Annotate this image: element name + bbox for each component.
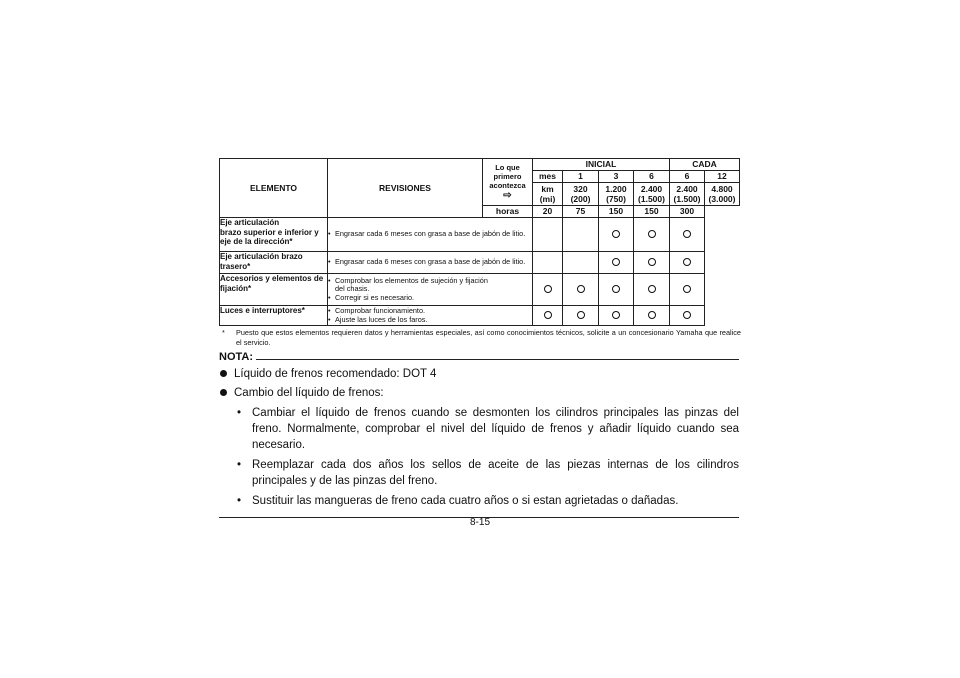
nota-heading xyxy=(219,351,739,363)
checks-list xyxy=(328,307,532,324)
service-circle-icon xyxy=(612,258,620,266)
page-number: 8-15 xyxy=(469,517,490,528)
interval-cell xyxy=(670,274,705,306)
interval-cell xyxy=(563,306,599,326)
service-circle-icon xyxy=(648,285,656,293)
header-every: CADA xyxy=(670,159,740,171)
interval-cell xyxy=(599,218,634,252)
table-row xyxy=(220,218,740,252)
check-item: • Engrasar cada 6 meses con grasa a base de jabón de litio. xyxy=(328,230,532,239)
interval-cell xyxy=(634,274,670,306)
checks-list xyxy=(328,230,532,239)
service-circle-icon xyxy=(544,311,552,319)
maintenance-table xyxy=(219,158,740,326)
interval-cell xyxy=(599,252,634,274)
interval-cell xyxy=(563,252,599,274)
service-circle-icon xyxy=(683,258,691,266)
unit-hours: horas xyxy=(483,206,533,218)
table-row xyxy=(220,306,740,326)
footnote-text: Puesto que estos elementos requieren datos y herramientas especiales, así como conocimientos técnicos, solicite a un concesionario Yamaha que realice el servicio. xyxy=(236,328,741,347)
row-item: Eje articulación brazo trasero* xyxy=(220,252,328,274)
interval-km-1: 1.200 (750) xyxy=(599,183,634,206)
nota-sublist xyxy=(234,405,739,509)
service-circle-icon xyxy=(648,258,656,266)
interval-hours-4: 300 xyxy=(670,206,705,218)
interval-cell xyxy=(563,218,599,252)
check-item: • Ajuste las luces de los faros. xyxy=(328,316,532,325)
nota-rule xyxy=(256,359,739,360)
service-circle-icon xyxy=(683,285,691,293)
footnote-marker: * xyxy=(222,328,225,337)
header-checks: REVISIONES xyxy=(328,159,483,218)
interval-cell xyxy=(599,306,634,326)
checks-list xyxy=(328,258,532,267)
row-checks xyxy=(328,218,533,252)
check-item: • Engrasar cada 6 meses con grasa a base de jabón de litio. xyxy=(328,258,532,267)
interval-km-0: 320 (200) xyxy=(563,183,599,206)
header-initial: INICIAL xyxy=(533,159,670,171)
check-item: • Comprobar funcionamiento. xyxy=(328,307,532,316)
service-circle-icon xyxy=(577,285,585,293)
interval-hours-1: 75 xyxy=(563,206,599,218)
nota-item-text: Cambio del líquido de frenos: xyxy=(234,387,384,399)
nota-subitem: • Reemplazar cada dos años los sellos de aceite de las piezas internas de los cilindros principales y de las pinzas del freno. xyxy=(234,457,739,489)
row-checks xyxy=(328,306,533,326)
service-circle-icon xyxy=(612,311,620,319)
interval-cell xyxy=(533,252,563,274)
nota-item xyxy=(219,385,739,509)
interval-cell xyxy=(533,306,563,326)
interval-hours-3: 150 xyxy=(634,206,670,218)
check-item: • Corregir si es necesario. xyxy=(328,294,532,303)
check-item: • Comprobar los elementos de sujeción y fijación del chasis. xyxy=(328,277,532,294)
header-item: ELEMENTO xyxy=(220,159,328,218)
interval-cell xyxy=(670,306,705,326)
row-item: Accesorios y elementos de fijación* xyxy=(220,274,328,306)
interval-cell xyxy=(670,252,705,274)
service-circle-icon xyxy=(648,230,656,238)
nota-list xyxy=(219,366,739,509)
unit-km: km (mi) xyxy=(533,183,563,206)
interval-cell xyxy=(563,274,599,306)
interval-month-2: 6 xyxy=(634,171,670,183)
interval-cell xyxy=(670,218,705,252)
service-circle-icon xyxy=(683,311,691,319)
interval-month-3: 6 xyxy=(670,171,705,183)
service-circle-icon xyxy=(683,230,691,238)
interval-cell xyxy=(634,218,670,252)
interval-month-0: 1 xyxy=(563,171,599,183)
table-row xyxy=(220,252,740,274)
interval-cell xyxy=(533,274,563,306)
nota-item-text: Líquido de frenos recomendado: DOT 4 xyxy=(234,368,437,380)
interval-month-1: 3 xyxy=(599,171,634,183)
service-circle-icon xyxy=(577,311,585,319)
checks-list xyxy=(328,277,532,303)
nota-subitem: • Cambiar el líquido de frenos cuando se desmonten los cilindros principales las pinzas del freno. Normalmente, comprobar el nivel del líquido de frenos y añadir líquido cuando sea necesario. xyxy=(234,405,739,453)
unit-month: mes xyxy=(533,171,563,183)
service-circle-icon xyxy=(612,285,620,293)
maintenance-rows xyxy=(220,218,740,326)
arrow-right-icon: ⇨ xyxy=(503,190,512,201)
interval-hours-2: 150 xyxy=(599,206,634,218)
service-circle-icon xyxy=(648,311,656,319)
nota-subitem: • Sustituir las mangueras de freno cada cuatro años o si estan agrietadas o dañadas. xyxy=(234,493,739,509)
maintenance-sheet xyxy=(219,158,739,518)
interval-cell xyxy=(634,252,670,274)
service-circle-icon xyxy=(612,230,620,238)
first-occurs-label: Lo que primero acontezca xyxy=(489,163,526,190)
interval-km-4: 4.800 (3.000) xyxy=(705,183,740,206)
header-first-occurs xyxy=(483,159,533,206)
nota-label: NOTA: xyxy=(219,351,254,363)
interval-cell xyxy=(599,274,634,306)
interval-km-3: 2.400 (1.500) xyxy=(670,183,705,206)
row-checks xyxy=(328,252,533,274)
nota-item xyxy=(219,366,739,382)
interval-km-2: 2.400 (1.500) xyxy=(634,183,670,206)
row-checks xyxy=(328,274,533,306)
interval-cell xyxy=(533,218,563,252)
footnote xyxy=(219,328,741,347)
service-circle-icon xyxy=(544,285,552,293)
row-item: Eje articulación brazo superior e inferior y eje de la dirección* xyxy=(220,218,328,252)
interval-cell xyxy=(634,306,670,326)
table-row xyxy=(220,274,740,306)
row-item: Luces e interruptores* xyxy=(220,306,328,326)
interval-hours-0: 20 xyxy=(533,206,563,218)
interval-month-4: 12 xyxy=(705,171,740,183)
